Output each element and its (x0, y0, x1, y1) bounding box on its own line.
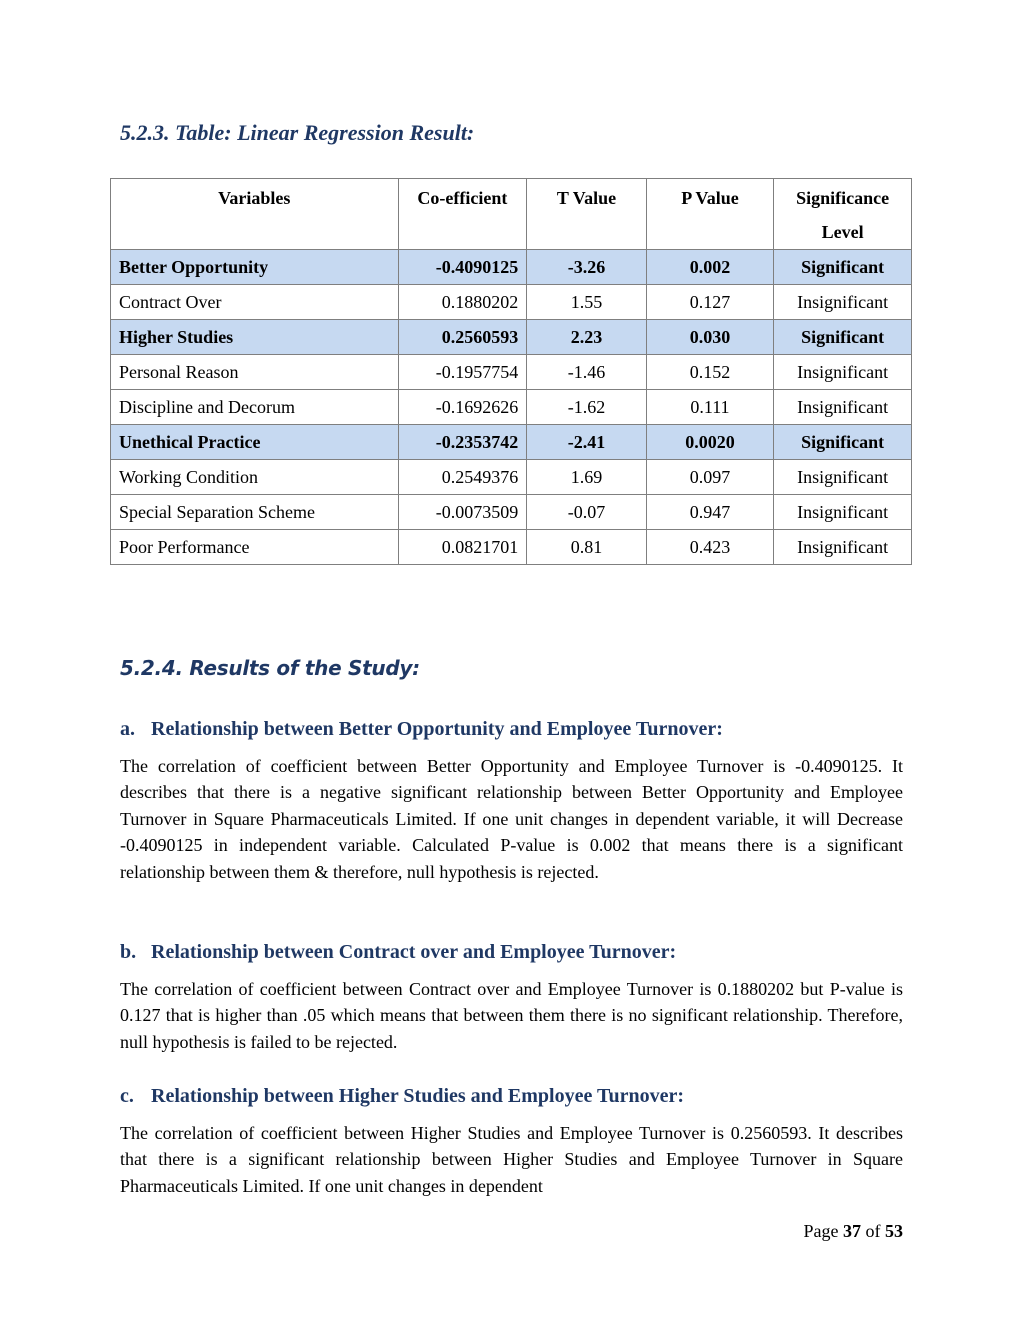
table-header-row (111, 179, 912, 250)
header-coefficient: Co-efficient (398, 179, 527, 250)
cell-p-value: 0.127 (646, 285, 773, 320)
cell-coefficient: 0.0821701 (398, 530, 527, 565)
regression-table (110, 178, 912, 565)
results-section-title: 5.2.4. Results of the Study: (120, 656, 420, 680)
cell-variable: Working Condition (111, 460, 399, 495)
cell-significance: Significant (774, 425, 912, 460)
cell-significance: Insignificant (774, 285, 912, 320)
header-p-value: P Value (646, 179, 773, 250)
subsection-b-text: The correlation of coefficient between Contract over and Employee Turnover is 0.1880202 but P-value is 0.127 that is higher than .05 which means that between them there is no significant relationship. Therefore, null hypothesis is failed to be rejected. (120, 979, 903, 1052)
cell-coefficient: -0.2353742 (398, 425, 527, 460)
cell-coefficient: -0.0073509 (398, 495, 527, 530)
cell-coefficient: 0.2560593 (398, 320, 527, 355)
cell-coefficient: -0.1692626 (398, 390, 527, 425)
table-row (111, 250, 912, 285)
cell-significance: Significant (774, 250, 912, 285)
table-body (111, 250, 912, 565)
cell-coefficient: 0.1880202 (398, 285, 527, 320)
footer-page-total: 53 (885, 1221, 903, 1241)
header-variables: Variables (111, 179, 399, 250)
table-row (111, 460, 912, 495)
table-row (111, 530, 912, 565)
cell-t-value: -1.46 (527, 355, 646, 390)
subsection-b-heading (120, 941, 676, 964)
table-row (111, 495, 912, 530)
cell-t-value: 1.69 (527, 460, 646, 495)
cell-t-value: -0.07 (527, 495, 646, 530)
subsection-c-title: Relationship between Higher Studies and Employee Turnover: (151, 1085, 685, 1107)
cell-variable: Discipline and Decorum (111, 390, 399, 425)
header-significance: Significance Level (774, 179, 912, 250)
cell-significance: Insignificant (774, 530, 912, 565)
cell-significance: Insignificant (774, 460, 912, 495)
cell-p-value: 0.002 (646, 250, 773, 285)
cell-t-value: 1.55 (527, 285, 646, 320)
cell-t-value: -2.41 (527, 425, 646, 460)
subsection-c-heading (120, 1085, 684, 1108)
cell-variable: Poor Performance (111, 530, 399, 565)
cell-p-value: 0.423 (646, 530, 773, 565)
footer-page-current: 37 (843, 1221, 861, 1241)
table-row (111, 425, 912, 460)
cell-coefficient: 0.2549376 (398, 460, 527, 495)
table-row (111, 320, 912, 355)
cell-t-value: -3.26 (527, 250, 646, 285)
subsection-a-heading (120, 718, 723, 741)
header-t-value: T Value (527, 179, 646, 250)
cell-variable: Contract Over (111, 285, 399, 320)
subsection-b-title: Relationship between Contract over and Employee Turnover: (151, 941, 677, 963)
subsection-a-text: The correlation of coefficient between Better Opportunity and Employee Turnover is -0.4090125. It describes that there is a negative significant relationship between Better Opportunity and Employee Turnover in Square Pharmaceuticals Limited. If one unit changes in dependent variable, it will Decrease -0.4090125 in independent variable. Calculated P-value is 0.002 that means there is a significant relationship between them & therefore, null hypothesis is rejected. (120, 756, 903, 882)
cell-significance: Insignificant (774, 355, 912, 390)
cell-coefficient: -0.1957754 (398, 355, 527, 390)
cell-variable: Personal Reason (111, 355, 399, 390)
cell-variable: Higher Studies (111, 320, 399, 355)
cell-p-value: 0.152 (646, 355, 773, 390)
cell-significance: Significant (774, 320, 912, 355)
footer-page-word: Page (803, 1221, 839, 1241)
cell-t-value: 0.81 (527, 530, 646, 565)
page-footer (804, 1221, 904, 1242)
cell-t-value: 2.23 (527, 320, 646, 355)
subsection-b-label: b. (120, 941, 137, 963)
cell-significance: Insignificant (774, 390, 912, 425)
cell-p-value: 0.0020 (646, 425, 773, 460)
cell-coefficient: -0.4090125 (398, 250, 527, 285)
cell-p-value: 0.947 (646, 495, 773, 530)
cell-variable: Special Separation Scheme (111, 495, 399, 530)
table-row (111, 355, 912, 390)
subsection-c-label: c. (120, 1085, 134, 1107)
cell-variable: Better Opportunity (111, 250, 399, 285)
subsection-c-text: The correlation of coefficient between Higher Studies and Employee Turnover is 0.2560593. It describes that there is a significant relationship between Higher Studies and Employee Turnover in Square Pharmaceuticals Limited. If one unit changes in dependent (120, 1123, 903, 1196)
subsection-a-label: a. (120, 718, 135, 740)
cell-p-value: 0.111 (646, 390, 773, 425)
table-section-title: 5.2.3. Table: Linear Regression Result: (120, 120, 475, 145)
cell-variable: Unethical Practice (111, 425, 399, 460)
cell-p-value: 0.030 (646, 320, 773, 355)
footer-of-word: of (865, 1221, 881, 1241)
table-row (111, 390, 912, 425)
cell-significance: Insignificant (774, 495, 912, 530)
cell-t-value: -1.62 (527, 390, 646, 425)
cell-p-value: 0.097 (646, 460, 773, 495)
table-row (111, 285, 912, 320)
subsection-a-title: Relationship between Better Opportunity and Employee Turnover: (151, 718, 723, 740)
